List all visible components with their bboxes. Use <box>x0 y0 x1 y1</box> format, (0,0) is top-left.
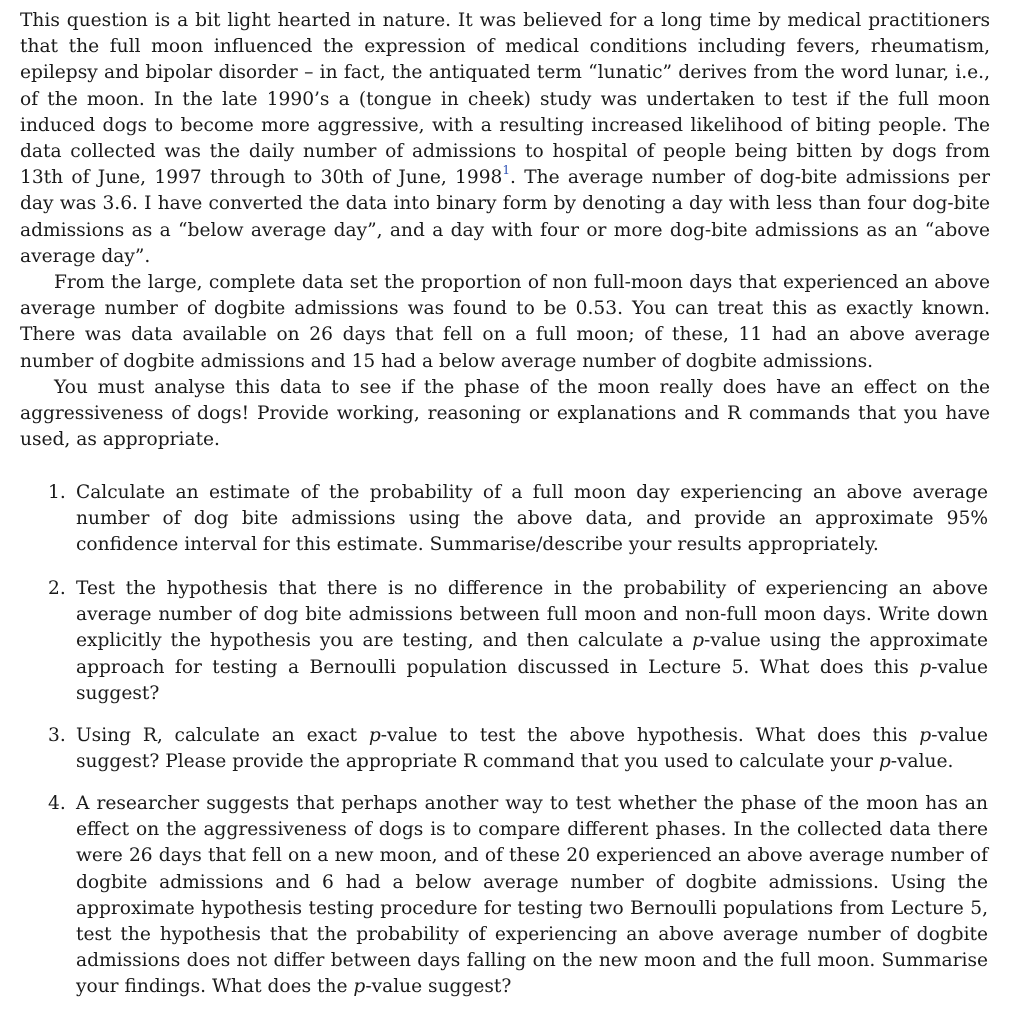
document-page <box>20 8 990 998</box>
question-number: 3. <box>48 725 66 746</box>
question-text-part: -value suggest? Please provide the appropriate R command that you used to calculate your <box>76 725 988 773</box>
p-symbol: p <box>919 725 932 746</box>
footnote-marker[interactable]: 1 <box>502 163 510 178</box>
intro-paragraph-3: You must analyse this data to see if the phase of the moon really does have an effect on the aggressiveness of dogs! Provide working, reasoning or explanations and R commands that you have used, as appropriate. <box>20 376 990 451</box>
question-text: Calculate an estimate of the probability of a full moon day experiencing an above average number of dog bite admissions using the above data, and provide an approximate 95% confidence interval for this estimate. Summarise/describe your results appropriately. <box>76 482 988 556</box>
intro-p1-text: This question is a bit light hearted in nature. It was believed for a long time by medical practitioners that the full moon influenced the expression of medical conditions including fevers, rheumatism, epilepsy and bipolar disorder – in fact, the antiquated term “lunatic” derives from the word lunar, i.e., of the moon. In the late 1990’s a (tongue in cheek) study was undertaken to test if the full moon induced dogs to become more aggressive, with a resulting increased likelihood of biting people. The data collected was the daily number of admissions to hospital of people being bitten by dogs from 13th of June, 1997 through to 30th of June, 1998 <box>20 10 990 189</box>
question-text-part: -value suggest? <box>365 976 512 998</box>
p-symbol: p <box>692 630 704 652</box>
question-number: 1. <box>48 482 66 503</box>
question-text <box>76 576 988 707</box>
question-text-part: -value suggest? <box>76 656 988 704</box>
intro-paragraph-1 <box>20 8 990 270</box>
p-symbol: p <box>368 725 381 746</box>
question-text-part: Using R, calculate an exact <box>76 725 369 746</box>
intro-p1-continued: . The average number of dog-bite admissions per day was 3.6. I have converted the data into binary form by denoting a day with less than four dog-bite admissions as a “below average day”, and a day with four or more dog-bite admissions as an “above average day”. <box>20 167 990 267</box>
question-text <box>76 791 988 1001</box>
question-text-part: Test the hypothesis that there is no difference in the probability of experiencing an above average number of dog bite admissions between full moon and non-full moon days. Write down explicitly the hypothesis you are testing, and then calculate a <box>76 578 988 652</box>
intro-paragraph-2: From the large, complete data set the proportion of non full-moon days that experienced an above average number of dogbite admissions was found to be 0.53. You can treat this as exactly known. There was data available on 26 days that fell on a full moon; of these, 11 had an above average number of dogbite admissions and 15 had a below average number of dogbite admissions. <box>20 272 990 372</box>
p-symbol: p <box>919 656 932 678</box>
question-text <box>76 723 988 775</box>
question-number: 2. <box>48 578 66 599</box>
question-text-part: A researcher suggests that perhaps another way to test whether the phase of the moon has an effect on the aggressiveness of dogs is to compare different phases. In the collected data there were 26 days that fell on a new moon, and of these 20 experienced an above average number of dogbite admissions and 6 had a below average number of dogbite admissions. Using the approximate hypothesis testing procedure for testing two Bernoulli populations from Lecture 5, test the hypothesis that the probability of experiencing an above average number of dogbite admissions does not differ between days falling on the new moon and the full moon. Summarise your findings. What does the <box>76 793 988 998</box>
question-number: 4. <box>48 793 66 814</box>
p-symbol: p <box>353 976 366 998</box>
question-text-part: -value using the approximate approach for testing a Bernoulli population discussed in Lecture 5. What does this <box>76 630 988 678</box>
question-text-part: -value. <box>890 751 954 773</box>
p-symbol: p <box>878 751 891 773</box>
question-text-part: -value to test the above hypothesis. What does this <box>380 725 920 746</box>
